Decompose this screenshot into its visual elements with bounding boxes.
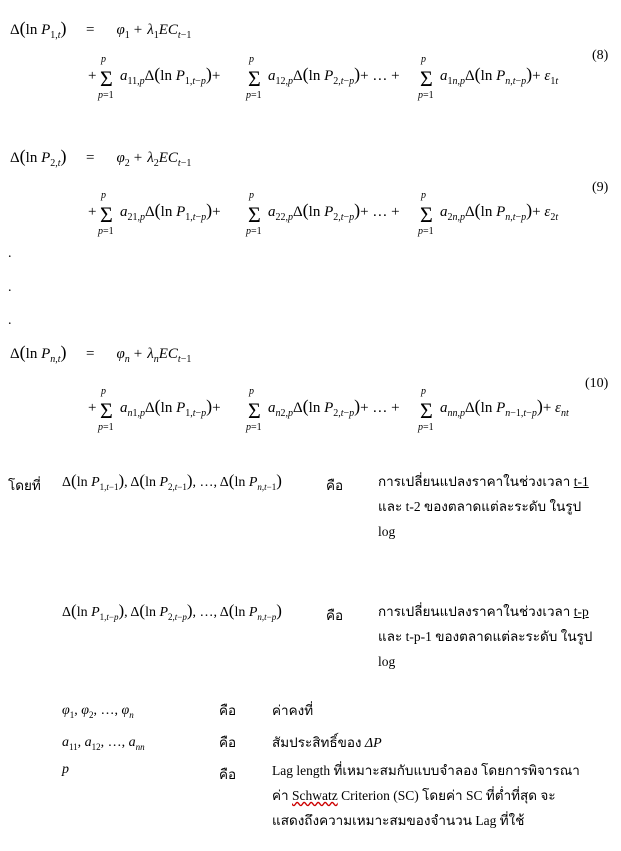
svg-text:p=1: p=1 — [418, 90, 434, 101]
definition-1-description: การเปลี่ยนแปลงราคาในช่วงเวลา t-1 และ t-2 ของตลาดแต่ละระดับ ในรูป log — [378, 474, 589, 539]
eq10-rhs1: = $\varphi_n + \lambda_nEC_t-1$ — [86, 346, 192, 365]
eq8-line2 — [88, 54, 558, 101]
svg-text:p: p — [101, 386, 106, 397]
svg-text:p: p — [421, 54, 426, 65]
svg-text:Δ(ln P1,t−1), Δ(ln P2,t−1), …,: Δ(ln $P_{1,}t-1$), Δ(ln $P_{2,}t-1$), …, Δ(ln $P_n,t-1$) — [62, 471, 282, 492]
eq10-lhs: Δ(ln $P_n,t$) — [10, 342, 67, 365]
delta-p-symbol: ΔP — [364, 736, 382, 751]
definition-5-symbol: p — [62, 762, 69, 777]
ellipsis-dot: . — [8, 313, 12, 328]
svg-text:Δ(ln P1,t−p), Δ(ln P2,t−p), …,: Δ(ln $P_{1,}t-p$), Δ(ln $P_{2,}t-p$), …, Δ(ln $P_n,t-p$) — [62, 601, 282, 622]
definition-1-symbol — [60, 468, 320, 494]
svg-text:p: p — [421, 386, 426, 397]
definition-2-description: การเปลี่ยนแปลงราคาในช่วงเวลา t-p และ t-p-1 ของตลาดแต่ละระดับ ในรูป log — [378, 604, 593, 669]
definition-2-symbol — [60, 598, 320, 624]
svg-text:a11,pΔ(ln P1,t−p)+: $a_{11,}p\Delta(\ln$ $P_{1,}t-p)+$ — [120, 64, 221, 87]
is-label: คือ — [219, 703, 237, 718]
equation-number-10: (10) — [585, 376, 609, 391]
is-label: คือ — [219, 767, 237, 782]
svg-text:a11, a12, …, ann: $a_{11}$, $a_{12}$, …, $a_{nn}$ — [62, 735, 145, 752]
svg-text:an2,pΔ(ln P2,t−p)+ … +: $a_n2,p\Delta(\ln$ $P_{2,}t-p)+$ … + — [268, 396, 400, 419]
eq9-lhs: Δ(ln $P_{2,}t$) — [10, 146, 67, 169]
eq10-line2 — [88, 386, 569, 433]
is-label: คือ — [219, 735, 237, 750]
equation-8 — [10, 18, 558, 101]
definition-4-description: สัมประสิทธิ์ของ ΔP — [272, 735, 382, 751]
svg-text:p: p — [101, 54, 106, 65]
svg-text:p: p — [249, 54, 254, 65]
svg-text:Σ: Σ — [248, 202, 261, 227]
definition-3-symbol — [60, 698, 210, 724]
svg-text:p: p — [249, 386, 254, 397]
equation-number-9: (9) — [592, 180, 609, 195]
eq8-rhs1: = $\varphi_1 + \lambda_1EC_t-1$ — [86, 22, 192, 41]
svg-text:p=1: p=1 — [98, 422, 114, 433]
svg-text:+: + — [88, 400, 97, 416]
svg-text:+: + — [88, 204, 97, 220]
eq9-rhs1: = $\varphi_2 + \lambda_2EC_t-1$ — [86, 150, 192, 169]
svg-text:Σ: Σ — [420, 202, 433, 227]
svg-text:an1,pΔ(ln P1,t−p)+: $a_n1,p\Delta(\ln$ $P_{1,}t-p)+$ — [120, 396, 221, 419]
svg-text:p=1: p=1 — [246, 422, 262, 433]
svg-text:Σ: Σ — [100, 398, 113, 423]
is-label: คือ — [326, 478, 344, 493]
where-label: โดยที่ — [8, 478, 41, 493]
svg-text:+: + — [88, 68, 97, 84]
eq9-line2 — [88, 190, 558, 237]
ellipsis-dot: . — [8, 246, 12, 261]
svg-text:Σ: Σ — [420, 398, 433, 423]
equation-10 — [10, 342, 569, 433]
svg-text:p=1: p=1 — [246, 226, 262, 237]
svg-text:p=1: p=1 — [98, 226, 114, 237]
svg-text:Σ: Σ — [248, 398, 261, 423]
svg-text:p=1: p=1 — [418, 422, 434, 433]
svg-text:Σ: Σ — [100, 66, 113, 91]
definition-4-symbol — [60, 730, 210, 756]
svg-text:p=1: p=1 — [418, 226, 434, 237]
svg-text:ann,pΔ(ln Pn−1,t−p)+ εnt: $a_{nn},p\Delta(\ln$ $P_n-1,t-p)+ \varepsilon_{nt}$ — [440, 396, 569, 419]
svg-text:p=1: p=1 — [246, 90, 262, 101]
svg-text:p: p — [421, 190, 426, 201]
is-label: คือ — [326, 608, 344, 623]
svg-text:Σ: Σ — [100, 202, 113, 227]
ellipsis-dot: . — [8, 280, 12, 295]
svg-text:p=1: p=1 — [98, 90, 114, 101]
svg-text:p: p — [101, 190, 106, 201]
svg-text:a12,pΔ(ln P2,t−p)+ … +: $a_{12,}p\Delta(\ln$ $P_{2,}t-p)+$ … + — [268, 64, 400, 87]
svg-text:a1n,pΔ(ln Pn,t−p)+ ε1t: $a_1n,p\Delta(\ln$ $P_n,t-p)+ \varepsilon_1t$ — [440, 64, 559, 87]
svg-text:a2n,pΔ(ln Pn,t−p)+ ε2t: $a_2n,p\Delta(\ln$ $P_n,t-p)+ \varepsilon_2t$ — [440, 200, 559, 223]
eq8-lhs: Δ(ln $P_{1,}t$) — [10, 18, 67, 41]
equation-number-8: (8) — [592, 48, 609, 63]
equation-9 — [10, 146, 558, 237]
definition-3-description: ค่าคงที่ — [272, 703, 314, 718]
svg-text:a22,pΔ(ln P2,t−p)+ … +: $a_{22,}p\Delta(\ln$ $P_{2,}t-p)+$ … + — [268, 200, 400, 223]
svg-text:Σ: Σ — [248, 66, 261, 91]
svg-text:p: p — [249, 190, 254, 201]
svg-text:Σ: Σ — [420, 66, 433, 91]
definition-5-description: Lag length ที่เหมาะสมกับแบบจำลอง โดยการพิจารณา ค่า Schwatz Criterion (SC) โดยค่า SC ที่ต่ำที่สุด จะ แสดงถึงความเหมาะสมของจำนวน Lag ที่ใช้ — [272, 763, 580, 828]
svg-text:a21,pΔ(ln P1,t−p)+: $a_{21,}p\Delta(\ln$ $P_{1,}t-p)+$ — [120, 200, 221, 223]
svg-text:φ1, φ2, …, φn: $\varphi_1$, $\varphi_2$, …, $\varphi_n$ — [62, 703, 134, 720]
